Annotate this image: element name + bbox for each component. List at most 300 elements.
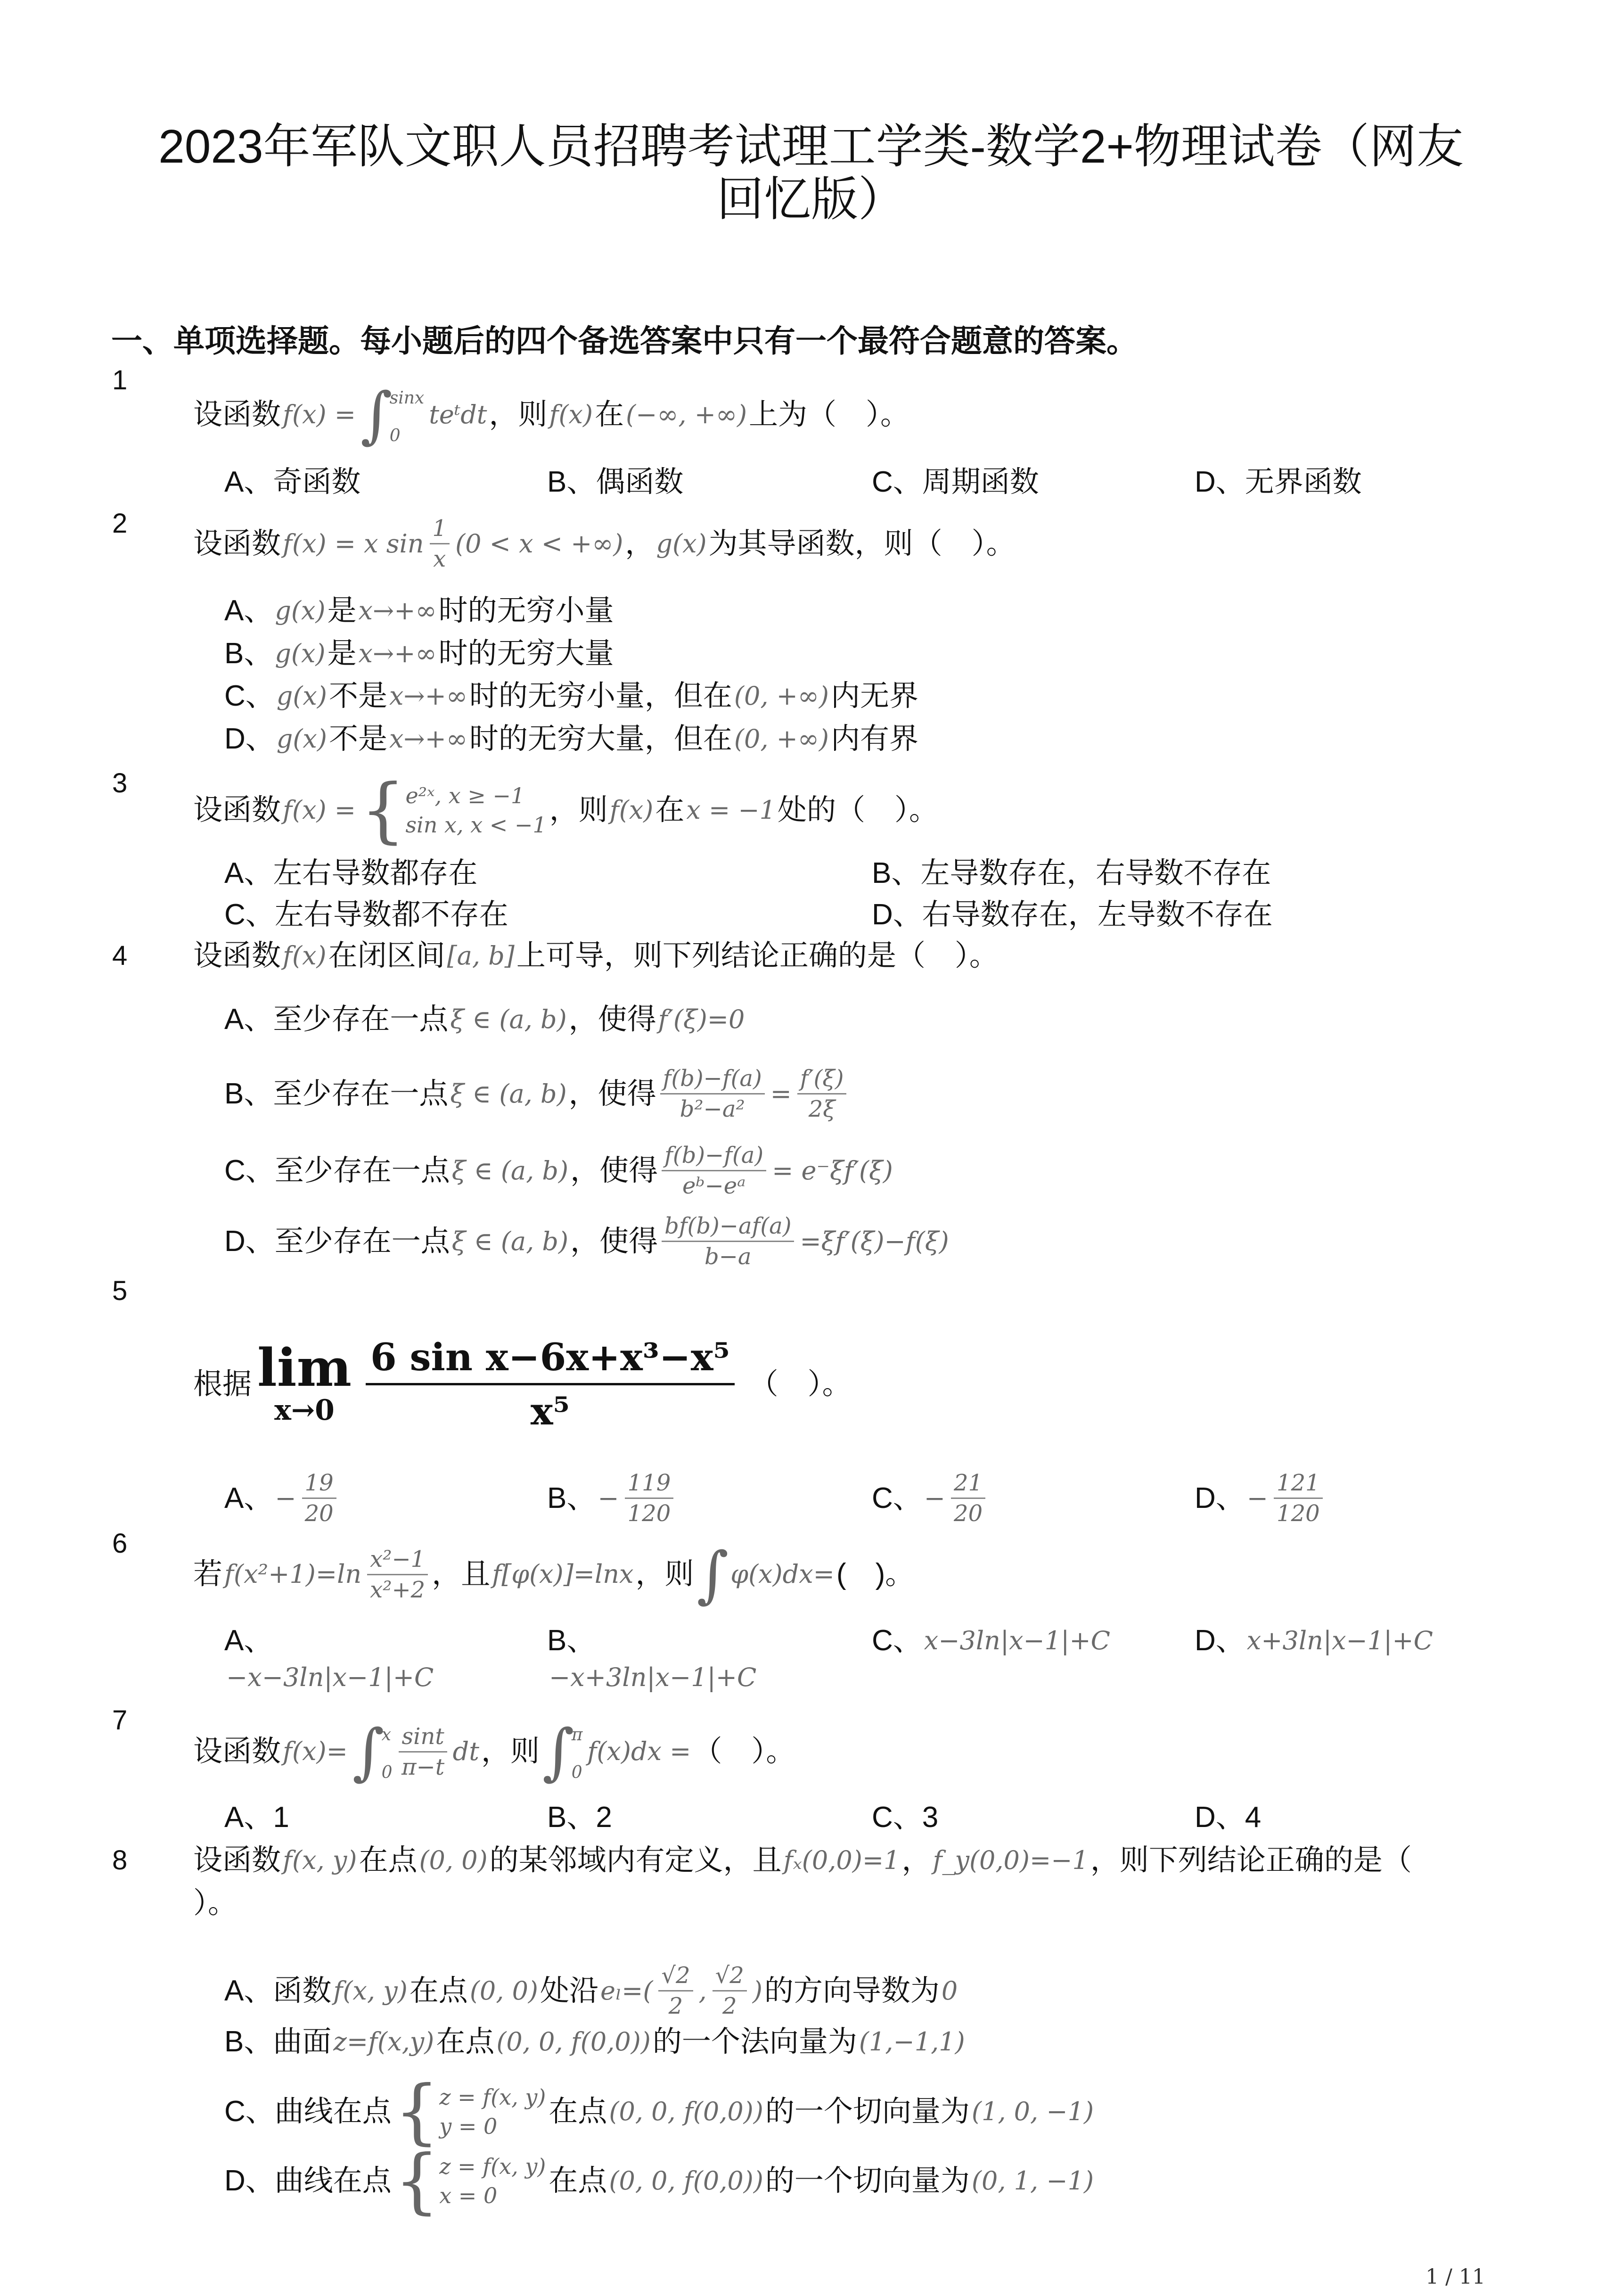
option-label: B、 bbox=[224, 2025, 273, 2058]
text: 上可导，则下列结论正确的是（ ）。 bbox=[516, 939, 999, 972]
option-b[interactable] bbox=[547, 1468, 677, 1528]
integral-sign-icon: ∫ bbox=[542, 1716, 574, 1787]
text: 左右导数都存在 bbox=[273, 857, 478, 889]
question-stem bbox=[193, 1842, 1412, 1879]
text: 函数 bbox=[273, 1974, 332, 2007]
option-label: B、 bbox=[547, 1801, 596, 1834]
integral-limits bbox=[390, 379, 424, 450]
question-stem bbox=[193, 1331, 852, 1437]
cases bbox=[405, 781, 546, 839]
math-expression: (0, 0, f(0,0)) bbox=[496, 2027, 651, 2057]
math-expression: , bbox=[698, 1975, 707, 2006]
option-d[interactable] bbox=[1195, 1468, 1327, 1528]
text: 时的无穷大量 bbox=[438, 637, 614, 670]
math-expression: x = −1 bbox=[686, 795, 776, 825]
math-expression: −x−3ln|x−1|+C bbox=[226, 1662, 434, 1692]
denominator: eᵇ−eᵃ bbox=[682, 1173, 746, 1199]
text: 在点 bbox=[549, 2164, 607, 2197]
denominator: 2ξ bbox=[808, 1096, 836, 1122]
math-expression: f(x) = bbox=[283, 795, 356, 825]
text: 至少存在一点 bbox=[274, 1225, 450, 1258]
section-heading: 一、单项选择题。每小题后的四个备选答案中只有一个最符合题意的答案。 bbox=[111, 323, 1138, 358]
text: 在点 bbox=[549, 2095, 607, 2128]
math-expression: ξ ∈ (a, b) bbox=[450, 1078, 567, 1109]
piecewise bbox=[394, 2071, 546, 2153]
fraction bbox=[302, 1468, 336, 1528]
math-expression: = bbox=[770, 1078, 792, 1109]
math-expression: (0, 0) bbox=[469, 1975, 538, 2006]
upper-limit: sinx bbox=[389, 388, 425, 408]
text: （ ）。 bbox=[693, 1735, 795, 1768]
math-expression: (0, 0, f(0,0)) bbox=[609, 2097, 763, 2126]
option-c[interactable] bbox=[224, 896, 508, 934]
math-expression: x+3ln|x−1|+C bbox=[1246, 1626, 1433, 1655]
question-number: 6 bbox=[112, 1528, 128, 1559]
math-expression: g(x) bbox=[276, 724, 327, 754]
option-d[interactable] bbox=[1195, 1799, 1261, 1836]
question-number: 3 bbox=[112, 768, 128, 798]
option-label: B、 bbox=[547, 1624, 596, 1657]
math-expression: x→+∞ bbox=[389, 681, 467, 711]
math-expression: − bbox=[598, 1483, 619, 1513]
option-d[interactable] bbox=[1195, 1622, 1435, 1660]
text: 时的无穷小量，但在 bbox=[469, 680, 732, 712]
denominator: 2 bbox=[668, 1993, 683, 2019]
math-expression: f(x) bbox=[549, 400, 593, 429]
option-c[interactable] bbox=[872, 1799, 938, 1836]
integral bbox=[696, 1539, 729, 1610]
math-expression: − bbox=[924, 1483, 946, 1513]
text: 2 bbox=[596, 1801, 612, 1834]
text: 是 bbox=[327, 594, 357, 627]
question-number: 5 bbox=[112, 1276, 128, 1306]
math-expression: ) bbox=[752, 1975, 762, 2006]
math-expression: ξ ∈ (a, b) bbox=[451, 1155, 569, 1185]
title-line-1: 2023年军队文职人员招聘考试理工学类-数学2+物理试卷（网友 bbox=[158, 120, 1464, 173]
text: 设函数 bbox=[193, 527, 281, 560]
text: 设函数 bbox=[193, 794, 281, 826]
math-expression: g(x) bbox=[275, 596, 326, 625]
numerator: 6 sin x−6x+x³−x⁵ bbox=[366, 1331, 735, 1385]
option-label: C、 bbox=[224, 2095, 275, 2128]
option-d[interactable] bbox=[224, 1211, 951, 1271]
denominator: 120 bbox=[627, 1500, 671, 1527]
question-stem bbox=[193, 769, 939, 851]
text: ( )。 bbox=[836, 1558, 915, 1590]
text: 至少存在一点 bbox=[273, 1003, 449, 1036]
text: ，使得 bbox=[568, 1003, 656, 1036]
numerator: 19 bbox=[302, 1468, 336, 1499]
case: e²ˣ, x ≥ −1 bbox=[405, 783, 525, 808]
option-label: D、 bbox=[1195, 1801, 1245, 1834]
text: 的一个切向量为 bbox=[765, 2164, 970, 2197]
math-expression: ξ ∈ (a, b) bbox=[450, 1004, 567, 1034]
text: 内有界 bbox=[830, 723, 918, 755]
denominator: b−a bbox=[704, 1243, 752, 1270]
math-expression: φ(x)dx= bbox=[730, 1559, 835, 1589]
denominator: x⁵ bbox=[530, 1389, 570, 1433]
option-c[interactable] bbox=[224, 2071, 1096, 2153]
math-expression: (0, +∞) bbox=[734, 681, 829, 711]
fraction bbox=[625, 1468, 674, 1528]
text: 的方向导数为 bbox=[764, 1974, 940, 2007]
limit-operator bbox=[257, 1337, 352, 1427]
text: ，则下列结论正确的是（ bbox=[1090, 1844, 1412, 1876]
option-d[interactable] bbox=[1195, 463, 1362, 501]
option-label: B、 bbox=[547, 466, 596, 498]
brace-icon: { bbox=[394, 2140, 440, 2222]
numerator: f(b)−f(a) bbox=[660, 1064, 765, 1095]
math-expression: −x+3ln|x−1|+C bbox=[549, 1662, 757, 1692]
integral-limits bbox=[382, 1716, 393, 1787]
option-label: C、 bbox=[224, 680, 275, 712]
text: ，则 bbox=[481, 1735, 540, 1768]
fraction bbox=[658, 1961, 693, 2021]
option-content bbox=[547, 1659, 758, 1696]
denominator: x²+2 bbox=[370, 1576, 426, 1603]
text: 4 bbox=[1245, 1801, 1262, 1834]
text: ，使得 bbox=[568, 1077, 656, 1110]
text: 设函数 bbox=[193, 398, 281, 431]
text: 时的无穷大量，但在 bbox=[469, 723, 732, 755]
case: y = 0 bbox=[439, 2114, 498, 2139]
option-label: C、 bbox=[224, 1154, 275, 1187]
math-expression: f(x) = x sin bbox=[283, 528, 424, 559]
fraction bbox=[713, 1961, 747, 2021]
option-a[interactable] bbox=[224, 1799, 289, 1836]
option-a[interactable] bbox=[224, 1622, 273, 1660]
text: 偶函数 bbox=[596, 466, 684, 498]
question-number: 1 bbox=[112, 365, 128, 395]
fraction bbox=[660, 1064, 765, 1124]
numerator: √2 bbox=[713, 1961, 747, 1992]
numerator: 121 bbox=[1274, 1468, 1323, 1499]
text: ，使得 bbox=[570, 1154, 658, 1187]
brace-icon: { bbox=[360, 769, 406, 851]
text: 至少存在一点 bbox=[273, 1077, 449, 1110]
option-label: A、 bbox=[224, 857, 273, 889]
numerator: sint bbox=[399, 1722, 447, 1753]
case: x = 0 bbox=[439, 2183, 498, 2208]
denominator: 2 bbox=[722, 1993, 737, 2019]
question-number: 2 bbox=[112, 508, 128, 539]
denominator: π−t bbox=[401, 1753, 445, 1780]
math-expression: f(x, y) bbox=[333, 1975, 408, 2006]
math-expression: eₗ=( bbox=[600, 1975, 653, 2006]
text: ，则 bbox=[489, 398, 548, 431]
integral-sign-icon: ∫ bbox=[360, 379, 393, 451]
option-label: A、 bbox=[224, 466, 273, 498]
option-label: C、 bbox=[872, 1624, 922, 1657]
math-expression: (0, 0) bbox=[419, 1845, 488, 1875]
option-label: D、 bbox=[224, 2164, 275, 2197]
math-expression: x−3ln|x−1|+C bbox=[924, 1626, 1110, 1655]
option-label: A、 bbox=[224, 594, 273, 627]
text: ， bbox=[901, 1844, 931, 1876]
math-expression: (1, 0, −1) bbox=[971, 2097, 1094, 2126]
piecewise bbox=[360, 769, 547, 851]
question-number: 8 bbox=[112, 1845, 128, 1876]
math-expression: f′(ξ)=0 bbox=[658, 1004, 745, 1034]
page-separator: / bbox=[1445, 2265, 1452, 2289]
case: z = f(x, y) bbox=[439, 2084, 546, 2110]
math-expression: teᵗdt bbox=[429, 400, 487, 429]
option-c[interactable] bbox=[224, 677, 918, 715]
integral bbox=[360, 379, 424, 450]
text: 左导数存在，右导数不存在 bbox=[920, 857, 1271, 889]
brace-icon: { bbox=[394, 2071, 440, 2153]
integral-limits bbox=[572, 1716, 583, 1787]
question-number: 4 bbox=[112, 940, 128, 971]
math-expression: x→+∞ bbox=[389, 724, 467, 754]
text: 的一个切向量为 bbox=[765, 2095, 970, 2128]
fraction bbox=[797, 1064, 847, 1124]
option-a[interactable] bbox=[224, 592, 614, 630]
option-d[interactable] bbox=[872, 896, 1273, 934]
title-line-2: 回忆版） bbox=[717, 173, 905, 226]
text: 在闭区间 bbox=[328, 939, 445, 972]
math-expression: (0, 0, f(0,0)) bbox=[609, 2166, 763, 2196]
option-a[interactable] bbox=[224, 855, 477, 892]
text: 周期函数 bbox=[922, 466, 1039, 498]
text: 3 bbox=[922, 1801, 939, 1834]
option-content bbox=[224, 1659, 435, 1696]
question-stem bbox=[193, 1885, 237, 1922]
math-expression: 0 bbox=[941, 1975, 958, 2006]
numerator: bf(b)−af(a) bbox=[662, 1211, 794, 1242]
math-expression: x→+∞ bbox=[358, 596, 437, 625]
text: 处沿 bbox=[540, 1974, 599, 2007]
math-expression: f(x)= bbox=[283, 1736, 348, 1766]
fraction bbox=[399, 1722, 447, 1782]
text: 是 bbox=[327, 637, 357, 670]
lim-word: lim bbox=[257, 1337, 352, 1398]
math-expression: ξ ∈ (a, b) bbox=[451, 1226, 569, 1256]
math-expression: fₓ(0,0)=1 bbox=[783, 1845, 900, 1875]
math-expression: f[φ(x)]=lnx bbox=[492, 1559, 634, 1589]
math-expression: [a, b] bbox=[447, 941, 515, 971]
text: 奇函数 bbox=[273, 466, 361, 498]
page-total: 11 bbox=[1459, 2265, 1485, 2289]
option-c[interactable] bbox=[224, 1141, 895, 1201]
case: z = f(x, y) bbox=[439, 2154, 546, 2179]
text: 在点 bbox=[436, 2025, 495, 2058]
math-expression: (1,−1,1) bbox=[859, 2027, 965, 2057]
lower-limit: 0 bbox=[389, 426, 401, 445]
denominator: 120 bbox=[1277, 1500, 1320, 1527]
fraction bbox=[366, 1331, 735, 1437]
numerator: f′(ξ) bbox=[797, 1064, 847, 1095]
text: 曲面 bbox=[273, 2025, 332, 2058]
denominator: 20 bbox=[304, 1500, 334, 1527]
question-stem bbox=[193, 937, 999, 975]
denominator: 20 bbox=[954, 1500, 983, 1527]
option-b[interactable] bbox=[547, 1799, 612, 1836]
text: 在点 bbox=[359, 1844, 418, 1876]
text: 内无界 bbox=[830, 680, 918, 712]
option-label: B、 bbox=[547, 1481, 596, 1514]
fraction bbox=[430, 514, 450, 574]
option-a[interactable] bbox=[224, 1001, 746, 1038]
option-c[interactable] bbox=[872, 1622, 1112, 1660]
math-expression: − bbox=[275, 1483, 296, 1513]
upper-limit: x bbox=[381, 1725, 391, 1745]
page-current: 1 bbox=[1425, 2265, 1439, 2289]
option-label: B、 bbox=[224, 1077, 273, 1110]
piecewise bbox=[394, 2140, 546, 2222]
text: 为其导函数，则（ ）。 bbox=[708, 527, 1016, 560]
text: 设函数 bbox=[193, 1844, 281, 1876]
option-label: D、 bbox=[872, 898, 922, 931]
math-expression: g(x) bbox=[276, 681, 327, 711]
text: ，则 bbox=[635, 1558, 694, 1590]
option-label: C、 bbox=[224, 898, 275, 931]
math-expression: f(x, y) bbox=[283, 1845, 357, 1875]
math-expression: f(x) bbox=[609, 795, 654, 825]
math-expression: f(x)dx = bbox=[587, 1736, 691, 1766]
text: 在 bbox=[655, 794, 685, 826]
option-label: D、 bbox=[1195, 1481, 1245, 1514]
math-expression: (0 < x < +∞) bbox=[455, 528, 623, 559]
math-expression: f(x²+1)=ln bbox=[224, 1559, 362, 1589]
numerator: x²−1 bbox=[367, 1545, 428, 1575]
math-expression: (0, +∞) bbox=[734, 724, 829, 754]
math-expression: (0, 1, −1) bbox=[971, 2166, 1094, 2196]
text: 至少存在一点 bbox=[274, 1154, 450, 1187]
text: 曲线在点 bbox=[274, 2095, 392, 2128]
math-expression: g(x) bbox=[656, 528, 707, 559]
fraction bbox=[951, 1468, 985, 1528]
text: ）。 bbox=[193, 1887, 238, 1919]
question-stem bbox=[193, 1716, 795, 1787]
text: 的一个法向量为 bbox=[652, 2025, 857, 2058]
lower-limit: 0 bbox=[381, 1763, 393, 1782]
integral-sign-icon: ∫ bbox=[696, 1539, 729, 1610]
text: 1 bbox=[273, 1801, 289, 1834]
integral-sign-icon: ∫ bbox=[352, 1716, 385, 1787]
option-label: D、 bbox=[224, 723, 275, 755]
text: 无界函数 bbox=[1245, 466, 1362, 498]
option-label: A、 bbox=[224, 1974, 273, 2007]
math-expression: dt bbox=[452, 1736, 479, 1766]
text: 在 bbox=[595, 398, 624, 431]
option-c[interactable] bbox=[872, 463, 1039, 501]
option-b[interactable] bbox=[224, 2023, 967, 2061]
numerator: 21 bbox=[951, 1468, 985, 1499]
integral bbox=[542, 1716, 582, 1787]
option-label: D、 bbox=[224, 1225, 275, 1258]
question-stem bbox=[193, 1539, 914, 1610]
math-expression: = e⁻ξf′(ξ) bbox=[772, 1155, 893, 1185]
cases bbox=[439, 2152, 546, 2210]
denominator: x bbox=[433, 546, 446, 572]
option-label: C、 bbox=[872, 1481, 922, 1514]
page-indicator bbox=[1425, 2265, 1485, 2289]
text: 曲线在点 bbox=[274, 2164, 392, 2197]
option-c[interactable] bbox=[872, 1468, 989, 1528]
math-expression: (−∞, +∞) bbox=[626, 400, 747, 429]
math-expression: =ξf′(ξ)−f(ξ) bbox=[800, 1226, 949, 1256]
text: 左右导数都不存在 bbox=[274, 898, 508, 931]
numerator: f(b)−f(a) bbox=[662, 1141, 766, 1171]
text: 右导数存在，左导数不存在 bbox=[922, 898, 1273, 931]
text: 不是 bbox=[328, 723, 387, 755]
cases bbox=[439, 2082, 546, 2141]
option-a[interactable] bbox=[224, 463, 360, 501]
numerator: 119 bbox=[625, 1468, 674, 1499]
text: （ ）。 bbox=[734, 1367, 852, 1400]
text: 的某邻域内有定义，且 bbox=[489, 1844, 782, 1876]
text: ，使得 bbox=[570, 1225, 658, 1258]
option-label: B、 bbox=[224, 637, 273, 670]
math-expression: z=f(x,y) bbox=[333, 2027, 434, 2057]
option-label: D、 bbox=[1195, 466, 1245, 498]
option-b[interactable] bbox=[547, 463, 683, 501]
denominator: b²−a² bbox=[680, 1096, 745, 1122]
option-label: B、 bbox=[872, 857, 921, 889]
option-b[interactable] bbox=[872, 855, 1271, 892]
option-b[interactable] bbox=[224, 1064, 850, 1124]
text: ，且 bbox=[432, 1558, 491, 1590]
option-d[interactable] bbox=[224, 720, 918, 758]
option-d[interactable] bbox=[224, 2140, 1096, 2222]
question-number: 7 bbox=[112, 1705, 128, 1736]
option-b[interactable] bbox=[547, 1622, 596, 1660]
option-label: A、 bbox=[224, 1003, 273, 1036]
math-expression: − bbox=[1246, 1483, 1269, 1513]
case: sin x, x < −1 bbox=[405, 812, 547, 838]
text: 不是 bbox=[328, 680, 387, 712]
text: ，则 bbox=[549, 794, 608, 826]
numerator: 1 bbox=[430, 514, 450, 544]
text: 处的（ ）。 bbox=[778, 794, 939, 826]
fraction bbox=[662, 1211, 794, 1271]
option-a[interactable] bbox=[224, 1468, 340, 1528]
text: ， bbox=[625, 527, 655, 560]
math-expression: f_y(0,0)=−1 bbox=[933, 1845, 1089, 1875]
question-stem bbox=[193, 514, 1016, 574]
math-expression: f(x) = bbox=[283, 400, 356, 429]
text: 若 bbox=[193, 1558, 223, 1590]
fraction bbox=[662, 1141, 766, 1201]
math-expression: f(x) bbox=[283, 941, 327, 971]
fraction bbox=[1274, 1468, 1323, 1528]
option-label: C、 bbox=[872, 466, 922, 498]
text: 根据 bbox=[193, 1367, 252, 1400]
fraction bbox=[367, 1545, 428, 1605]
text: 设函数 bbox=[193, 1735, 281, 1768]
upper-limit: π bbox=[571, 1725, 583, 1745]
math-expression: g(x) bbox=[275, 639, 326, 668]
option-label: D、 bbox=[1195, 1624, 1245, 1657]
option-a[interactable] bbox=[224, 1961, 959, 2021]
option-b[interactable] bbox=[224, 635, 614, 673]
option-label: A、 bbox=[224, 1624, 273, 1657]
question-stem bbox=[193, 379, 909, 450]
limit-subscript: x→0 bbox=[274, 1393, 335, 1427]
option-label: A、 bbox=[224, 1801, 273, 1834]
text: 在点 bbox=[409, 1974, 468, 2007]
lower-limit: 0 bbox=[571, 1763, 582, 1782]
numerator: √2 bbox=[658, 1961, 693, 1992]
text: 上为（ ）。 bbox=[749, 398, 910, 431]
document-title bbox=[0, 120, 1622, 226]
math-expression: x→+∞ bbox=[358, 639, 437, 668]
option-label: A、 bbox=[224, 1481, 273, 1514]
text: 时的无穷小量 bbox=[438, 594, 614, 627]
option-label: C、 bbox=[872, 1801, 922, 1834]
text: 设函数 bbox=[193, 939, 281, 972]
